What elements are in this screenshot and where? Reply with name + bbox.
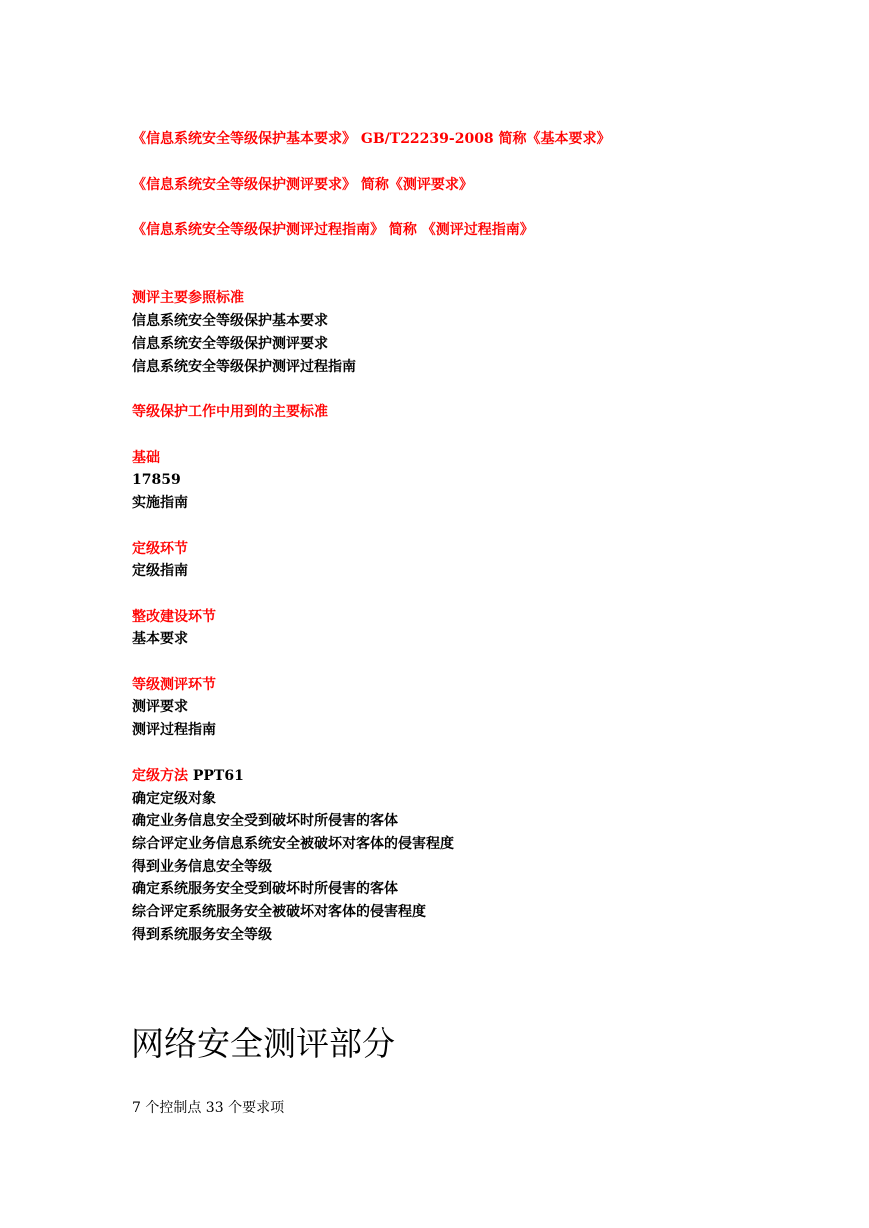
grading-stage-item: 定级指南 (132, 563, 188, 579)
assessment-stage-item: 测评要求 (132, 699, 188, 715)
basis-title: 基础 (132, 450, 160, 466)
main-standards-item: 信息系统安全等级保护测评过程指南 (132, 359, 356, 375)
rectification-stage-title: 整改建设环节 (132, 609, 216, 625)
grading-method-step: 确定定级对象 (132, 791, 216, 807)
reference-assessment-requirements: 《信息系统安全等级保护测评要求》 简称《测评要求》 (132, 177, 473, 193)
reference-process-guide: 《信息系统安全等级保护测评过程指南》 简称 《测评过程指南》 (132, 222, 534, 238)
grading-method-ref: PPT61 (188, 768, 244, 784)
network-section-summary: 7 个控制点 33 个要求项 (132, 1100, 285, 1116)
grading-method-step: 得到系统服务安全等级 (132, 927, 272, 943)
assessment-stage-item: 测评过程指南 (132, 722, 216, 738)
assessment-stage-title: 等级测评环节 (132, 677, 216, 693)
grading-method-step: 确定系统服务安全受到破坏时所侵害的客体 (132, 881, 398, 897)
grading-method-step: 综合评定系统服务安全被破坏对客体的侵害程度 (132, 904, 426, 920)
network-section-title: 网络安全测评部分 (131, 1024, 395, 1063)
grading-method-step: 得到业务信息安全等级 (132, 859, 272, 875)
grading-method-step: 确定业务信息安全受到破坏时所侵害的客体 (132, 813, 398, 829)
grading-stage-title: 定级环节 (132, 541, 188, 557)
basis-item: 实施指南 (132, 495, 188, 511)
basis-item: 17859 (132, 472, 181, 488)
grading-method-title: 定级方法 (132, 768, 188, 784)
main-standards-item: 信息系统安全等级保护基本要求 (132, 313, 328, 329)
grading-method-step: 综合评定业务信息系统安全被破坏对客体的侵害程度 (132, 836, 454, 852)
work-standards-title: 等级保护工作中用到的主要标准 (132, 404, 328, 420)
main-standards-title: 测评主要参照标准 (132, 290, 244, 306)
grading-method-heading (132, 767, 244, 785)
rectification-stage-item: 基本要求 (132, 631, 188, 647)
main-standards-item: 信息系统安全等级保护测评要求 (132, 336, 328, 352)
reference-basic-requirements: 《信息系统安全等级保护基本要求》 GB/T22239-2008 简称《基本要求》 (132, 131, 611, 147)
